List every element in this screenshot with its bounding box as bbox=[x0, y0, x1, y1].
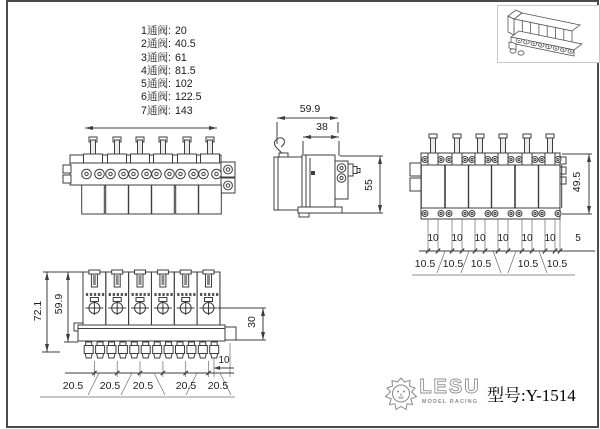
dim-top-spacing: 10 bbox=[544, 233, 556, 244]
spec-label: 5通阀: bbox=[140, 78, 171, 91]
dim-top-spacing: 10 bbox=[474, 233, 486, 244]
front-view-drawing bbox=[60, 118, 240, 220]
dim-bottom-offset: 10 bbox=[218, 355, 230, 366]
spec-row bbox=[131, 91, 202, 104]
dim-top-spacing: 10 bbox=[497, 233, 509, 244]
brand-tagline: MODEL RACING bbox=[421, 399, 479, 405]
dim-top-pitch: 10.5 bbox=[517, 258, 539, 270]
spec-value: 122.5 bbox=[175, 91, 202, 104]
spec-row bbox=[131, 25, 202, 38]
spec-row bbox=[131, 52, 202, 65]
spec-label: 2通阀: bbox=[140, 38, 171, 51]
spec-value: 81.5 bbox=[175, 64, 196, 77]
brand-logotype bbox=[418, 376, 482, 398]
spec-value: 143 bbox=[175, 104, 193, 117]
valve-body-side bbox=[302, 155, 335, 213]
spec-value: 61 bbox=[175, 51, 187, 64]
spec-label: 6通阀: bbox=[140, 91, 171, 104]
spec-value: 102 bbox=[175, 78, 193, 91]
dim-bottom-right: 30 bbox=[246, 316, 258, 328]
dim-top-spacing: 10 bbox=[451, 233, 463, 244]
spec-label: 3通阀: bbox=[140, 51, 171, 64]
dim-side-height: 55 bbox=[363, 179, 375, 191]
isometric-thumbnail bbox=[497, 5, 600, 63]
valve-spec-list bbox=[131, 25, 202, 118]
dim-top-end: 5 bbox=[575, 233, 581, 244]
spec-label: 7通阀: bbox=[140, 104, 171, 117]
brand-text: LESU bbox=[419, 376, 481, 398]
spec-row bbox=[131, 65, 202, 78]
dim-bottom-inner: 59.9 bbox=[53, 293, 65, 315]
spec-label: 1通阀: bbox=[140, 25, 171, 37]
front-view-width-dimension bbox=[85, 126, 217, 130]
dim-side-width: 59.9 bbox=[299, 103, 321, 115]
model-number-label: 型号:Y-1514 bbox=[487, 386, 576, 405]
dim-bottom-pitch: 20.5 bbox=[62, 380, 84, 392]
spec-value: 40.5 bbox=[175, 38, 196, 51]
dim-top-spacing: 10 bbox=[521, 233, 533, 244]
dim-bottom-pitch: 20.5 bbox=[99, 380, 121, 392]
dim-bottom-pitch: 20.5 bbox=[132, 380, 154, 392]
dim-bottom-pitch: 20.5 bbox=[207, 380, 229, 392]
dim-top-height: 49.5 bbox=[571, 171, 583, 193]
spec-label: 4通阀: bbox=[140, 64, 171, 77]
dim-bottom-total: 72.1 bbox=[32, 300, 44, 322]
dim-bottom-pitch: 20.5 bbox=[175, 380, 197, 392]
dim-top-pitch: 10.5 bbox=[470, 258, 492, 270]
dim-top-pitch: 10.5 bbox=[442, 258, 464, 270]
spec-row bbox=[131, 38, 202, 51]
outlet-nozzle bbox=[348, 164, 353, 176]
lion-icon bbox=[383, 376, 419, 414]
dim-side-inner: 38 bbox=[316, 121, 328, 133]
isometric-valve-icon bbox=[498, 6, 599, 62]
dim-top-pitch: 10.5 bbox=[546, 258, 568, 270]
spec-row bbox=[131, 78, 202, 91]
side-view-drawing bbox=[265, 100, 390, 220]
spec-value: 20 bbox=[175, 25, 187, 37]
dim-top-pitch: 10.5 bbox=[414, 258, 436, 270]
spec-row bbox=[131, 105, 202, 118]
dim-top-spacing: 10 bbox=[427, 233, 439, 244]
